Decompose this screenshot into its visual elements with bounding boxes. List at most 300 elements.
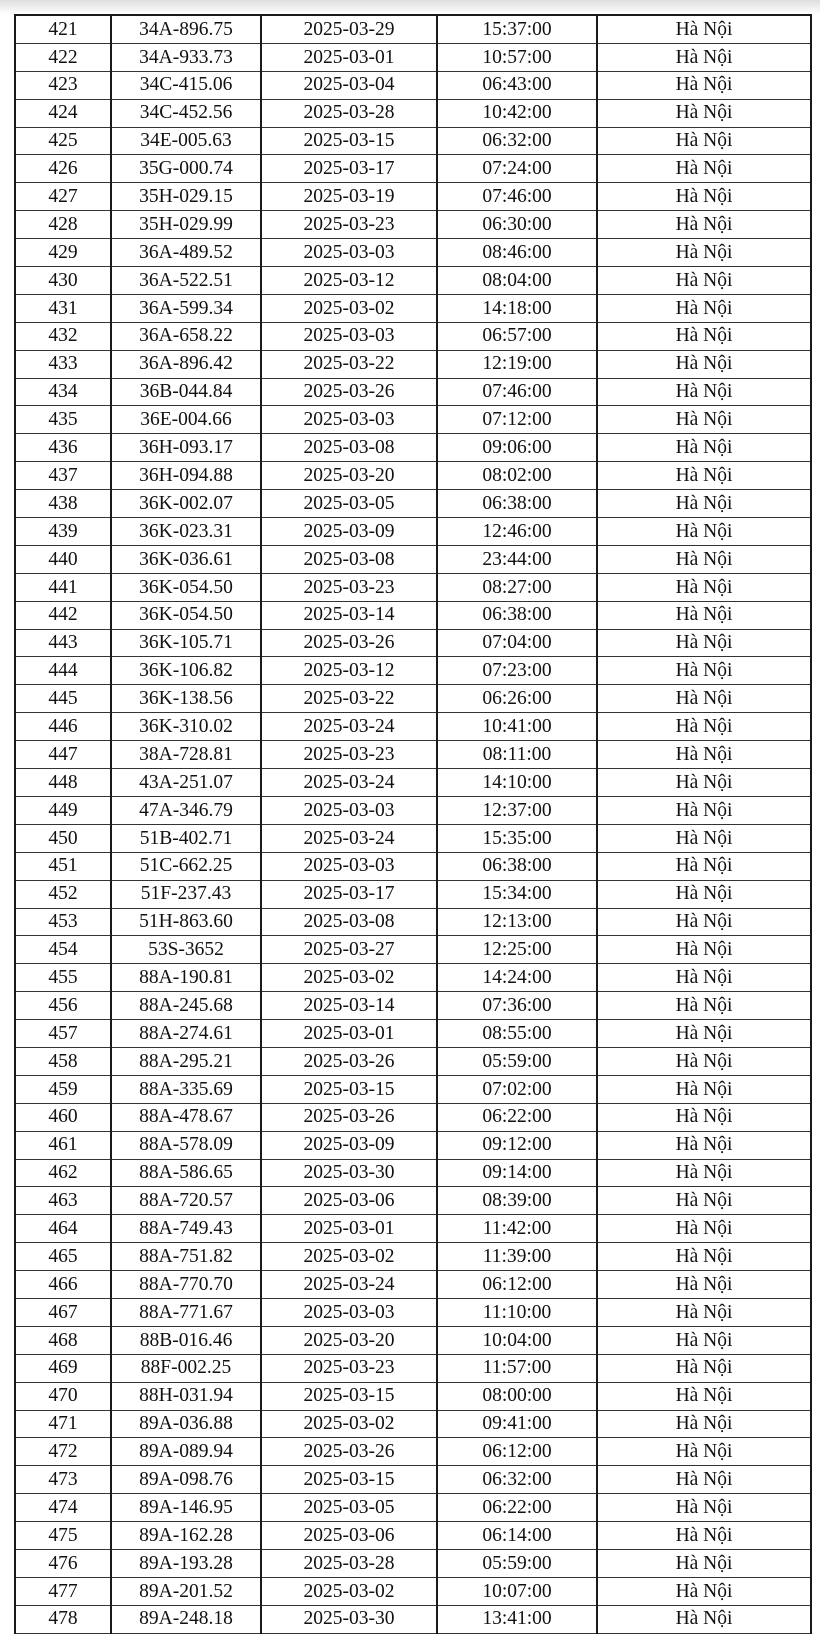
time-cell: 08:00:00 xyxy=(437,1382,597,1410)
time-cell: 06:26:00 xyxy=(437,685,597,713)
unit-cell: Hà Nội xyxy=(597,1522,811,1550)
plate-number-cell: 36A-599.34 xyxy=(111,294,261,322)
table-row xyxy=(15,713,811,741)
plate-number-cell: 36A-489.52 xyxy=(111,239,261,267)
time-cell: 11:39:00 xyxy=(437,1243,597,1271)
row-number-cell: 445 xyxy=(15,685,111,713)
date-cell: 2025-03-15 xyxy=(261,127,437,155)
time-cell: 09:41:00 xyxy=(437,1410,597,1438)
plate-number-cell: 36K-023.31 xyxy=(111,518,261,546)
table-row xyxy=(15,378,811,406)
table-row xyxy=(15,1410,811,1438)
table-row xyxy=(15,769,811,797)
unit-cell: Hà Nội xyxy=(597,992,811,1020)
time-cell: 07:46:00 xyxy=(437,183,597,211)
unit-cell: Hà Nội xyxy=(597,211,811,239)
table-row xyxy=(15,964,811,992)
table-row xyxy=(15,1159,811,1187)
plate-number-cell: 38A-728.81 xyxy=(111,741,261,769)
date-cell: 2025-03-12 xyxy=(261,657,437,685)
table-row xyxy=(15,936,811,964)
unit-cell: Hà Nội xyxy=(597,741,811,769)
time-cell: 12:46:00 xyxy=(437,518,597,546)
plate-number-cell: 47A-346.79 xyxy=(111,796,261,824)
row-number-cell: 432 xyxy=(15,322,111,350)
table-row xyxy=(15,1020,811,1048)
plate-number-cell: 88A-190.81 xyxy=(111,964,261,992)
table-row xyxy=(15,71,811,99)
table-row xyxy=(15,657,811,685)
row-number-cell: 454 xyxy=(15,936,111,964)
date-cell: 2025-03-03 xyxy=(261,796,437,824)
table-row xyxy=(15,1075,811,1103)
plate-number-cell: 89A-248.18 xyxy=(111,1605,261,1633)
unit-cell: Hà Nội xyxy=(597,1131,811,1159)
row-number-cell: 442 xyxy=(15,601,111,629)
unit-cell: Hà Nội xyxy=(597,796,811,824)
date-cell: 2025-03-15 xyxy=(261,1382,437,1410)
row-number-cell: 424 xyxy=(15,99,111,127)
row-number-cell: 465 xyxy=(15,1243,111,1271)
unit-cell: Hà Nội xyxy=(597,267,811,295)
date-cell: 2025-03-23 xyxy=(261,1354,437,1382)
time-cell: 23:44:00 xyxy=(437,545,597,573)
row-number-cell: 427 xyxy=(15,183,111,211)
time-cell: 06:43:00 xyxy=(437,71,597,99)
time-cell: 09:14:00 xyxy=(437,1159,597,1187)
unit-cell: Hà Nội xyxy=(597,601,811,629)
row-number-cell: 470 xyxy=(15,1382,111,1410)
row-number-cell: 434 xyxy=(15,378,111,406)
plate-number-cell: 88A-335.69 xyxy=(111,1075,261,1103)
unit-cell: Hà Nội xyxy=(597,462,811,490)
date-cell: 2025-03-26 xyxy=(261,1438,437,1466)
violation-table xyxy=(14,14,812,1634)
plate-number-cell: 34A-896.75 xyxy=(111,15,261,43)
row-number-cell: 453 xyxy=(15,908,111,936)
unit-cell: Hà Nội xyxy=(597,936,811,964)
date-cell: 2025-03-24 xyxy=(261,713,437,741)
time-cell: 07:36:00 xyxy=(437,992,597,1020)
unit-cell: Hà Nội xyxy=(597,1577,811,1605)
unit-cell: Hà Nội xyxy=(597,1354,811,1382)
time-cell: 06:38:00 xyxy=(437,852,597,880)
table-row xyxy=(15,99,811,127)
row-number-cell: 426 xyxy=(15,155,111,183)
row-number-cell: 452 xyxy=(15,880,111,908)
plate-number-cell: 51H-863.60 xyxy=(111,908,261,936)
table-row xyxy=(15,267,811,295)
date-cell: 2025-03-09 xyxy=(261,518,437,546)
table-row xyxy=(15,1354,811,1382)
date-cell: 2025-03-02 xyxy=(261,1243,437,1271)
time-cell: 08:27:00 xyxy=(437,573,597,601)
time-cell: 11:10:00 xyxy=(437,1298,597,1326)
time-cell: 05:59:00 xyxy=(437,1047,597,1075)
plate-number-cell: 88A-770.70 xyxy=(111,1271,261,1299)
unit-cell: Hà Nội xyxy=(597,378,811,406)
plate-number-cell: 36K-054.50 xyxy=(111,573,261,601)
table-row xyxy=(15,741,811,769)
date-cell: 2025-03-02 xyxy=(261,964,437,992)
unit-cell: Hà Nội xyxy=(597,406,811,434)
date-cell: 2025-03-01 xyxy=(261,1020,437,1048)
date-cell: 2025-03-22 xyxy=(261,350,437,378)
row-number-cell: 437 xyxy=(15,462,111,490)
plate-number-cell: 88A-751.82 xyxy=(111,1243,261,1271)
table-row xyxy=(15,908,811,936)
row-number-cell: 462 xyxy=(15,1159,111,1187)
plate-number-cell: 88A-245.68 xyxy=(111,992,261,1020)
table-row xyxy=(15,434,811,462)
table-row xyxy=(15,1215,811,1243)
date-cell: 2025-03-28 xyxy=(261,1549,437,1577)
table-row xyxy=(15,211,811,239)
plate-number-cell: 36H-093.17 xyxy=(111,434,261,462)
table-row xyxy=(15,1243,811,1271)
table-row xyxy=(15,155,811,183)
date-cell: 2025-03-22 xyxy=(261,685,437,713)
unit-cell: Hà Nội xyxy=(597,1243,811,1271)
time-cell: 10:57:00 xyxy=(437,43,597,71)
table-row xyxy=(15,43,811,71)
row-number-cell: 466 xyxy=(15,1271,111,1299)
table-row xyxy=(15,1047,811,1075)
time-cell: 06:38:00 xyxy=(437,490,597,518)
table-row xyxy=(15,1103,811,1131)
plate-number-cell: 88A-586.65 xyxy=(111,1159,261,1187)
date-cell: 2025-03-06 xyxy=(261,1187,437,1215)
unit-cell: Hà Nội xyxy=(597,1103,811,1131)
row-number-cell: 471 xyxy=(15,1410,111,1438)
date-cell: 2025-03-14 xyxy=(261,992,437,1020)
time-cell: 14:24:00 xyxy=(437,964,597,992)
row-number-cell: 443 xyxy=(15,629,111,657)
unit-cell: Hà Nội xyxy=(597,1020,811,1048)
table-row xyxy=(15,294,811,322)
time-cell: 06:57:00 xyxy=(437,322,597,350)
unit-cell: Hà Nội xyxy=(597,545,811,573)
table-row xyxy=(15,1298,811,1326)
row-number-cell: 473 xyxy=(15,1466,111,1494)
time-cell: 12:25:00 xyxy=(437,936,597,964)
date-cell: 2025-03-19 xyxy=(261,183,437,211)
row-number-cell: 463 xyxy=(15,1187,111,1215)
unit-cell: Hà Nội xyxy=(597,1605,811,1633)
plate-number-cell: 89A-146.95 xyxy=(111,1494,261,1522)
time-cell: 15:34:00 xyxy=(437,880,597,908)
plate-number-cell: 89A-089.94 xyxy=(111,1438,261,1466)
time-cell: 10:42:00 xyxy=(437,99,597,127)
row-number-cell: 461 xyxy=(15,1131,111,1159)
date-cell: 2025-03-24 xyxy=(261,769,437,797)
row-number-cell: 429 xyxy=(15,239,111,267)
time-cell: 05:59:00 xyxy=(437,1549,597,1577)
row-number-cell: 476 xyxy=(15,1549,111,1577)
date-cell: 2025-03-05 xyxy=(261,490,437,518)
time-cell: 06:30:00 xyxy=(437,211,597,239)
row-number-cell: 449 xyxy=(15,796,111,824)
plate-number-cell: 35G-000.74 xyxy=(111,155,261,183)
date-cell: 2025-03-24 xyxy=(261,824,437,852)
table-row xyxy=(15,406,811,434)
date-cell: 2025-03-30 xyxy=(261,1159,437,1187)
unit-cell: Hà Nội xyxy=(597,685,811,713)
row-number-cell: 464 xyxy=(15,1215,111,1243)
table-row xyxy=(15,852,811,880)
table-row xyxy=(15,1382,811,1410)
time-cell: 13:41:00 xyxy=(437,1605,597,1633)
plate-number-cell: 89A-036.88 xyxy=(111,1410,261,1438)
plate-number-cell: 36K-036.61 xyxy=(111,545,261,573)
date-cell: 2025-03-03 xyxy=(261,322,437,350)
time-cell: 06:22:00 xyxy=(437,1494,597,1522)
plate-number-cell: 88A-295.21 xyxy=(111,1047,261,1075)
time-cell: 07:12:00 xyxy=(437,406,597,434)
unit-cell: Hà Nội xyxy=(597,1047,811,1075)
row-number-cell: 436 xyxy=(15,434,111,462)
table-row xyxy=(15,462,811,490)
unit-cell: Hà Nội xyxy=(597,964,811,992)
table-row xyxy=(15,824,811,852)
unit-cell: Hà Nội xyxy=(597,1187,811,1215)
plate-number-cell: 88H-031.94 xyxy=(111,1382,261,1410)
time-cell: 08:02:00 xyxy=(437,462,597,490)
unit-cell: Hà Nội xyxy=(597,824,811,852)
table-row xyxy=(15,573,811,601)
row-number-cell: 441 xyxy=(15,573,111,601)
date-cell: 2025-03-06 xyxy=(261,1522,437,1550)
table-row xyxy=(15,1326,811,1354)
date-cell: 2025-03-03 xyxy=(261,239,437,267)
plate-number-cell: 88A-274.61 xyxy=(111,1020,261,1048)
row-number-cell: 475 xyxy=(15,1522,111,1550)
row-number-cell: 444 xyxy=(15,657,111,685)
unit-cell: Hà Nội xyxy=(597,1410,811,1438)
plate-number-cell: 36A-522.51 xyxy=(111,267,261,295)
plate-number-cell: 43A-251.07 xyxy=(111,769,261,797)
row-number-cell: 477 xyxy=(15,1577,111,1605)
date-cell: 2025-03-17 xyxy=(261,155,437,183)
plate-number-cell: 36K-054.50 xyxy=(111,601,261,629)
unit-cell: Hà Nội xyxy=(597,1215,811,1243)
plate-number-cell: 51F-237.43 xyxy=(111,880,261,908)
plate-number-cell: 34E-005.63 xyxy=(111,127,261,155)
row-number-cell: 448 xyxy=(15,769,111,797)
plate-number-cell: 89A-162.28 xyxy=(111,1522,261,1550)
time-cell: 07:04:00 xyxy=(437,629,597,657)
plate-number-cell: 51C-662.25 xyxy=(111,852,261,880)
unit-cell: Hà Nội xyxy=(597,852,811,880)
date-cell: 2025-03-26 xyxy=(261,1047,437,1075)
unit-cell: Hà Nội xyxy=(597,239,811,267)
unit-cell: Hà Nội xyxy=(597,1466,811,1494)
time-cell: 10:04:00 xyxy=(437,1326,597,1354)
unit-cell: Hà Nội xyxy=(597,43,811,71)
time-cell: 06:32:00 xyxy=(437,1466,597,1494)
plate-number-cell: 88A-771.67 xyxy=(111,1298,261,1326)
date-cell: 2025-03-23 xyxy=(261,573,437,601)
table-row xyxy=(15,127,811,155)
time-cell: 15:37:00 xyxy=(437,15,597,43)
date-cell: 2025-03-03 xyxy=(261,406,437,434)
unit-cell: Hà Nội xyxy=(597,657,811,685)
row-number-cell: 423 xyxy=(15,71,111,99)
time-cell: 06:12:00 xyxy=(437,1438,597,1466)
plate-number-cell: 34A-933.73 xyxy=(111,43,261,71)
unit-cell: Hà Nội xyxy=(597,15,811,43)
plate-number-cell: 89A-098.76 xyxy=(111,1466,261,1494)
table-row xyxy=(15,1466,811,1494)
plate-number-cell: 36B-044.84 xyxy=(111,378,261,406)
table-row xyxy=(15,880,811,908)
unit-cell: Hà Nội xyxy=(597,1159,811,1187)
unit-cell: Hà Nội xyxy=(597,71,811,99)
table-row xyxy=(15,15,811,43)
plate-number-cell: 36A-896.42 xyxy=(111,350,261,378)
unit-cell: Hà Nội xyxy=(597,573,811,601)
time-cell: 08:11:00 xyxy=(437,741,597,769)
table-row xyxy=(15,1549,811,1577)
row-number-cell: 440 xyxy=(15,545,111,573)
table-row xyxy=(15,1522,811,1550)
row-number-cell: 459 xyxy=(15,1075,111,1103)
plate-number-cell: 88A-749.43 xyxy=(111,1215,261,1243)
plate-number-cell: 36A-658.22 xyxy=(111,322,261,350)
date-cell: 2025-03-17 xyxy=(261,880,437,908)
plate-number-cell: 35H-029.99 xyxy=(111,211,261,239)
time-cell: 08:55:00 xyxy=(437,1020,597,1048)
unit-cell: Hà Nội xyxy=(597,127,811,155)
table-row xyxy=(15,1494,811,1522)
unit-cell: Hà Nội xyxy=(597,350,811,378)
table-row xyxy=(15,322,811,350)
row-number-cell: 433 xyxy=(15,350,111,378)
time-cell: 06:22:00 xyxy=(437,1103,597,1131)
table-row xyxy=(15,629,811,657)
table-row xyxy=(15,685,811,713)
row-number-cell: 447 xyxy=(15,741,111,769)
time-cell: 06:14:00 xyxy=(437,1522,597,1550)
row-number-cell: 422 xyxy=(15,43,111,71)
table-row xyxy=(15,490,811,518)
unit-cell: Hà Nội xyxy=(597,629,811,657)
date-cell: 2025-03-23 xyxy=(261,211,437,239)
unit-cell: Hà Nội xyxy=(597,434,811,462)
row-number-cell: 431 xyxy=(15,294,111,322)
date-cell: 2025-03-02 xyxy=(261,1577,437,1605)
row-number-cell: 467 xyxy=(15,1298,111,1326)
time-cell: 07:02:00 xyxy=(437,1075,597,1103)
date-cell: 2025-03-29 xyxy=(261,15,437,43)
page-top-edge xyxy=(0,0,820,14)
row-number-cell: 468 xyxy=(15,1326,111,1354)
plate-number-cell: 36K-138.56 xyxy=(111,685,261,713)
row-number-cell: 430 xyxy=(15,267,111,295)
date-cell: 2025-03-27 xyxy=(261,936,437,964)
date-cell: 2025-03-08 xyxy=(261,545,437,573)
date-cell: 2025-03-24 xyxy=(261,1271,437,1299)
table-row xyxy=(15,518,811,546)
time-cell: 14:18:00 xyxy=(437,294,597,322)
date-cell: 2025-03-02 xyxy=(261,294,437,322)
plate-number-cell: 36K-105.71 xyxy=(111,629,261,657)
time-cell: 08:39:00 xyxy=(437,1187,597,1215)
unit-cell: Hà Nội xyxy=(597,1326,811,1354)
time-cell: 07:46:00 xyxy=(437,378,597,406)
plate-number-cell: 88F-002.25 xyxy=(111,1354,261,1382)
plate-number-cell: 88A-578.09 xyxy=(111,1131,261,1159)
date-cell: 2025-03-14 xyxy=(261,601,437,629)
unit-cell: Hà Nội xyxy=(597,155,811,183)
date-cell: 2025-03-26 xyxy=(261,378,437,406)
time-cell: 06:32:00 xyxy=(437,127,597,155)
plate-number-cell: 88A-478.67 xyxy=(111,1103,261,1131)
plate-number-cell: 36E-004.66 xyxy=(111,406,261,434)
unit-cell: Hà Nội xyxy=(597,1075,811,1103)
row-number-cell: 457 xyxy=(15,1020,111,1048)
unit-cell: Hà Nội xyxy=(597,322,811,350)
date-cell: 2025-03-05 xyxy=(261,1494,437,1522)
plate-number-cell: 36K-310.02 xyxy=(111,713,261,741)
time-cell: 14:10:00 xyxy=(437,769,597,797)
unit-cell: Hà Nội xyxy=(597,1549,811,1577)
plate-number-cell: 36K-106.82 xyxy=(111,657,261,685)
time-cell: 09:12:00 xyxy=(437,1131,597,1159)
date-cell: 2025-03-15 xyxy=(261,1466,437,1494)
unit-cell: Hà Nội xyxy=(597,908,811,936)
date-cell: 2025-03-08 xyxy=(261,908,437,936)
date-cell: 2025-03-26 xyxy=(261,629,437,657)
plate-number-cell: 88B-016.46 xyxy=(111,1326,261,1354)
time-cell: 11:57:00 xyxy=(437,1354,597,1382)
unit-cell: Hà Nội xyxy=(597,1298,811,1326)
table-row xyxy=(15,1438,811,1466)
row-number-cell: 456 xyxy=(15,992,111,1020)
row-number-cell: 455 xyxy=(15,964,111,992)
time-cell: 08:46:00 xyxy=(437,239,597,267)
row-number-cell: 458 xyxy=(15,1047,111,1075)
date-cell: 2025-03-01 xyxy=(261,43,437,71)
time-cell: 12:37:00 xyxy=(437,796,597,824)
row-number-cell: 451 xyxy=(15,852,111,880)
date-cell: 2025-03-20 xyxy=(261,462,437,490)
plate-number-cell: 88A-720.57 xyxy=(111,1187,261,1215)
unit-cell: Hà Nội xyxy=(597,1494,811,1522)
date-cell: 2025-03-12 xyxy=(261,267,437,295)
unit-cell: Hà Nội xyxy=(597,99,811,127)
plate-number-cell: 51B-402.71 xyxy=(111,824,261,852)
row-number-cell: 472 xyxy=(15,1438,111,1466)
row-number-cell: 428 xyxy=(15,211,111,239)
time-cell: 11:42:00 xyxy=(437,1215,597,1243)
date-cell: 2025-03-04 xyxy=(261,71,437,99)
plate-number-cell: 35H-029.15 xyxy=(111,183,261,211)
unit-cell: Hà Nội xyxy=(597,1382,811,1410)
unit-cell: Hà Nội xyxy=(597,294,811,322)
date-cell: 2025-03-30 xyxy=(261,1605,437,1633)
time-cell: 06:38:00 xyxy=(437,601,597,629)
table-row xyxy=(15,350,811,378)
table-row xyxy=(15,992,811,1020)
table-row xyxy=(15,239,811,267)
date-cell: 2025-03-02 xyxy=(261,1410,437,1438)
row-number-cell: 460 xyxy=(15,1103,111,1131)
unit-cell: Hà Nội xyxy=(597,183,811,211)
table-row xyxy=(15,183,811,211)
date-cell: 2025-03-28 xyxy=(261,99,437,127)
unit-cell: Hà Nội xyxy=(597,518,811,546)
